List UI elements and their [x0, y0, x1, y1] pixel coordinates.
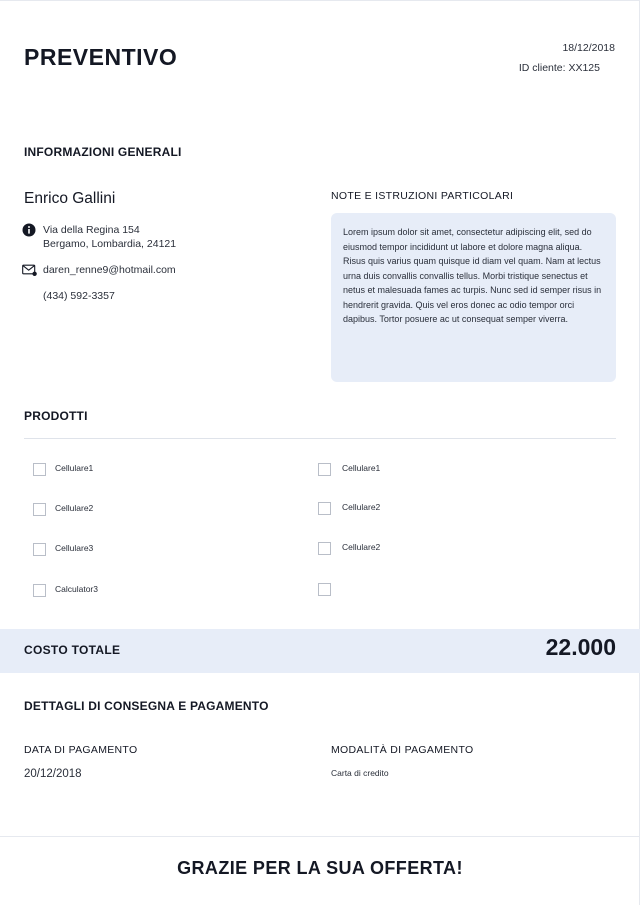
payment-date-value: 20/12/2018 [24, 768, 82, 780]
notes-title: NOTE E ISTRUZIONI PARTICOLARI [331, 190, 514, 202]
document-title: PREVENTIVO [24, 44, 178, 70]
product-checkbox[interactable] [318, 502, 331, 515]
product-label: Cellulare2 [55, 503, 94, 513]
products-divider [24, 438, 616, 439]
thank-you-message: GRAZIE PER LA SUA OFFERTA! [177, 858, 463, 878]
product-label: Cellulare1 [342, 463, 381, 473]
notes-text: Lorem ipsum dolor sit amet, consectetur adipiscing elit, sed do eiusmod tempor incididunt ut labore et dolore magna aliqua. Risus quis varius quam quisque id diam vel quam. Nam at lectus urna duis convallis convallis tellus. Morbi tristique senectus et netus et malesuada fames ac turpis. Nunc sed id semper risus in hendrerit gravida. Quis vel eros donec ac odio tempor orci dapibus. Tortor posuere ac ut consequat semper viverra. [343, 227, 602, 324]
product-checkbox[interactable] [318, 583, 331, 596]
footer-divider [0, 836, 640, 837]
product-label: Cellulare1 [55, 463, 94, 473]
product-label: Cellulare2 [342, 542, 381, 552]
document-date: 18/12/2018 [562, 42, 615, 54]
client-name: Enrico Gallini [24, 190, 116, 207]
top-border [0, 0, 640, 1]
product-checkbox[interactable] [318, 463, 331, 476]
product-checkbox[interactable] [33, 463, 46, 476]
total-value: 22.000 [545, 634, 616, 660]
payment-method-value: Carta di credito [331, 768, 389, 778]
products-title: PRODOTTI [24, 409, 88, 423]
general-info-title: INFORMAZIONI GENERALI [24, 145, 182, 159]
product-checkbox[interactable] [318, 542, 331, 555]
address-line-1: Via della Regina 154 [43, 224, 140, 236]
product-label: Cellulare3 [55, 543, 94, 553]
info-icon [22, 223, 36, 237]
product-checkbox[interactable] [33, 543, 46, 556]
email-address: daren_renne9@hotmail.com [43, 264, 176, 276]
payment-method-label: MODALITÀ DI PAGAMENTO [331, 744, 474, 756]
mail-icon [22, 263, 36, 277]
product-label: Cellulare2 [342, 502, 381, 512]
product-checkbox[interactable] [33, 584, 46, 597]
notes-box [331, 213, 616, 382]
product-checkbox[interactable] [33, 503, 46, 516]
client-id: ID cliente: XX125 [518, 62, 600, 74]
address-line-2: Bergamo, Lombardia, 24121 [43, 238, 177, 250]
total-label: COSTO TOTALE [24, 643, 121, 657]
phone-number: (434) 592-3357 [43, 290, 115, 302]
payment-date-label: DATA DI PAGAMENTO [24, 744, 138, 756]
delivery-title: DETTAGLI DI CONSEGNA E PAGAMENTO [24, 699, 269, 713]
product-label: Calculator3 [55, 584, 98, 594]
